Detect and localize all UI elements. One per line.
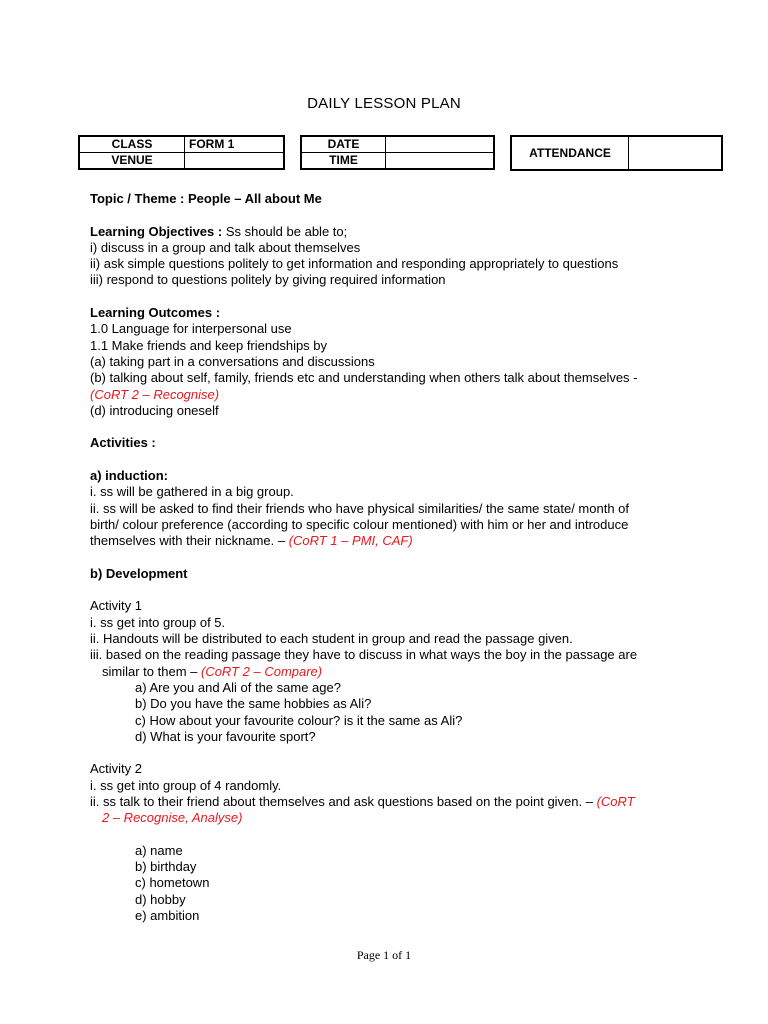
- activity1-question: b) Do you have the same hobbies as Ali?: [135, 696, 372, 712]
- induction-line: i. ss will be gathered in a big group.: [90, 484, 294, 500]
- activity2-label: Activity 2: [90, 761, 143, 777]
- venue-value: [185, 153, 285, 170]
- activity2-line: i. ss get into group of 4 randomly.: [90, 777, 282, 793]
- attendance-table: [510, 135, 723, 171]
- time-label: TIME: [301, 153, 386, 170]
- objectives-intro: [90, 224, 690, 240]
- outcome-line: (b) talking about self, family, friends etc and understanding when others talk about themselves -: [90, 370, 638, 386]
- class-label: CLASS: [79, 136, 185, 153]
- induction-line: birth/ colour preference (according to specific colour mentioned) with him or her and introduce: [90, 516, 629, 532]
- activity1-line: iii. based on the reading passage they have to discuss in what ways the boy in the passage are: [90, 647, 638, 663]
- induction-heading: a) induction:: [90, 468, 168, 484]
- venue-label: VENUE: [79, 153, 185, 170]
- activity2-point: b) birthday: [135, 859, 197, 875]
- attendance-label: ATTENDANCE: [511, 136, 629, 170]
- activity1-line: ii. Handouts will be distributed to each student in group and read the passage given.: [90, 631, 573, 647]
- activity2-line-text: ii. ss talk to their friend about themselves and ask questions based on the point given. –: [90, 793, 597, 809]
- activity2-point: d) hobby: [135, 891, 186, 907]
- page-title: DAILY LESSON PLAN: [307, 95, 461, 112]
- time-value: [386, 153, 495, 170]
- activity2-point: a) name: [135, 842, 183, 858]
- date-value: [386, 136, 495, 153]
- date-label: DATE: [301, 136, 386, 153]
- outcomes-heading: Learning Outcomes :: [90, 305, 221, 321]
- topic-heading: Topic / Theme : People – All about Me: [90, 191, 322, 206]
- activity1-line-text: similar to them –: [102, 663, 201, 679]
- activity1-label: Activity 1: [90, 598, 143, 614]
- class-venue-table: [78, 135, 285, 170]
- page-footer: Page 1 of 1: [356, 948, 412, 962]
- activity1-cort: (CoRT 2 – Compare): [200, 663, 323, 679]
- outcome-line: (d) introducing oneself: [90, 402, 219, 418]
- activities-heading: Activities :: [90, 435, 156, 451]
- objective-item: ii) ask simple questions politely to get information and responding appropriately to questions: [90, 256, 619, 272]
- objectives-intro-text: Ss should be able to;: [222, 223, 348, 239]
- activity1-question: c) How about your favourite colour? is it the same as Ali?: [135, 712, 463, 728]
- outcome-line: 1.0 Language for interpersonal use: [90, 321, 292, 337]
- outcome-cort: (CoRT 2 – Recognise): [90, 386, 220, 402]
- induction-line: [90, 533, 690, 549]
- activity1-line: [90, 664, 690, 680]
- outcome-line: (a) taking part in a conversations and discussions: [90, 353, 375, 369]
- objective-item: i) discuss in a group and talk about themselves: [90, 239, 361, 255]
- induction-line: ii. ss will be asked to find their friends who have physical similarities/ the same state/ month of: [90, 500, 630, 516]
- activity2-cort-a: (CoRT: [596, 793, 635, 809]
- activity2-cort-b: 2 – Recognise, Analyse): [102, 810, 243, 826]
- activity1-question: a) Are you and Ali of the same age?: [135, 679, 341, 695]
- class-value: FORM 1: [185, 136, 285, 153]
- induction-cort: (CoRT 1 – PMI, CAF): [288, 533, 413, 549]
- outcome-line: 1.1 Make friends and keep friendships by: [90, 337, 328, 353]
- induction-line-text: themselves with their nickname. –: [90, 533, 289, 549]
- lesson-content: [90, 191, 690, 924]
- activity2-point: e) ambition: [135, 908, 200, 924]
- activity2-point: c) hometown: [135, 875, 210, 891]
- objective-item: iii) respond to questions politely by giving required information: [90, 272, 446, 288]
- activity2-line: [90, 794, 690, 810]
- activity1-question: d) What is your favourite sport?: [135, 728, 316, 744]
- date-time-table: [300, 135, 495, 170]
- attendance-value: [629, 136, 723, 170]
- objectives-heading: Learning Objectives :: [90, 223, 223, 239]
- activity1-line: i. ss get into group of 5.: [90, 614, 226, 630]
- development-heading: b) Development: [90, 565, 188, 581]
